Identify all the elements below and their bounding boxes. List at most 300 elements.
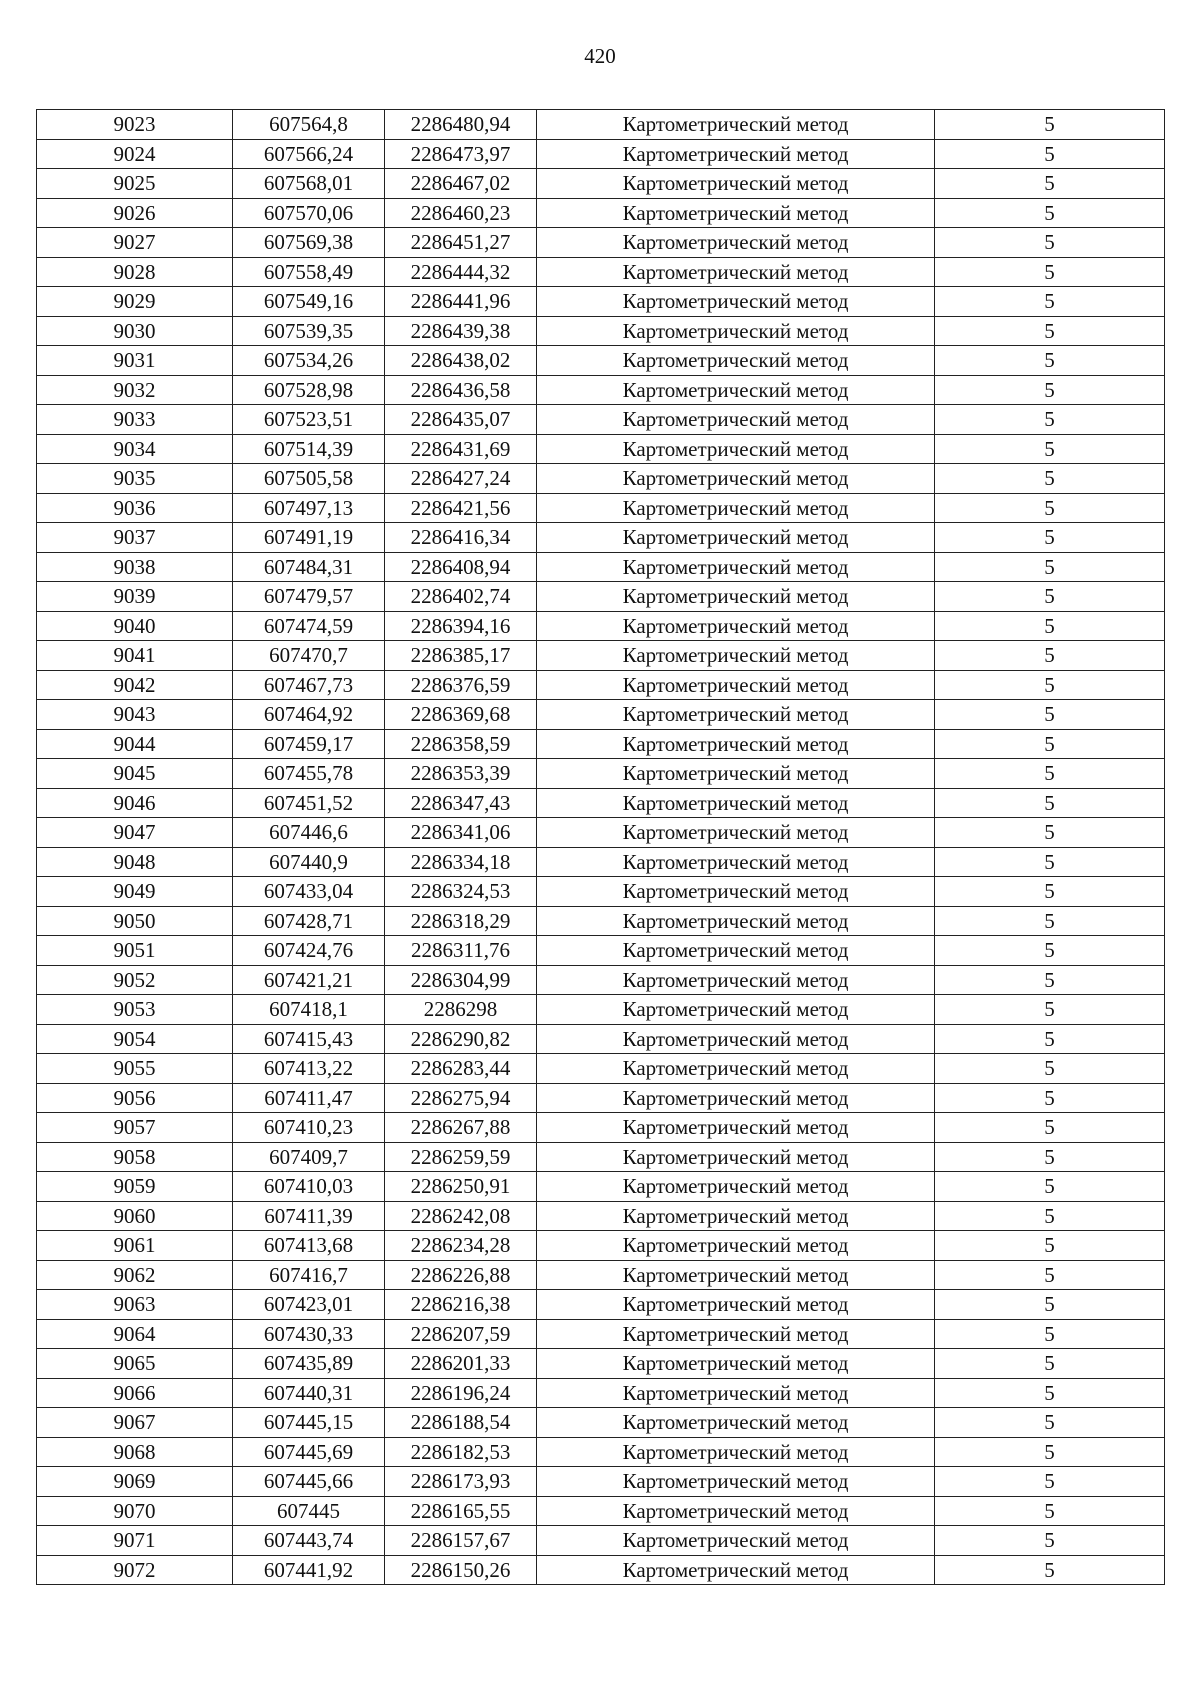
table-row	[37, 169, 1165, 199]
method-cell: Картометрический метод	[537, 198, 935, 228]
table-row	[37, 936, 1165, 966]
x-coordinate-cell: 607443,74	[233, 1526, 385, 1556]
table-row	[37, 995, 1165, 1025]
accuracy-cell: 5	[935, 729, 1165, 759]
method-cell: Картометрический метод	[537, 1526, 935, 1556]
y-coordinate-cell: 2286341,06	[385, 818, 537, 848]
x-coordinate-cell: 607459,17	[233, 729, 385, 759]
y-coordinate-cell: 2286438,02	[385, 346, 537, 376]
x-coordinate-cell: 607564,8	[233, 110, 385, 140]
method-cell: Картометрический метод	[537, 818, 935, 848]
accuracy-cell: 5	[935, 847, 1165, 877]
x-coordinate-cell: 607416,7	[233, 1260, 385, 1290]
table-row	[37, 1408, 1165, 1438]
y-coordinate-cell: 2286324,53	[385, 877, 537, 907]
method-cell: Картометрический метод	[537, 1467, 935, 1497]
accuracy-cell: 5	[935, 818, 1165, 848]
y-coordinate-cell: 2286283,44	[385, 1054, 537, 1084]
accuracy-cell: 5	[935, 1437, 1165, 1467]
method-cell: Картометрический метод	[537, 552, 935, 582]
table-row	[37, 759, 1165, 789]
y-coordinate-cell: 2286259,59	[385, 1142, 537, 1172]
table-row	[37, 670, 1165, 700]
x-coordinate-cell: 607497,13	[233, 493, 385, 523]
x-coordinate-cell: 607445,69	[233, 1437, 385, 1467]
x-coordinate-cell: 607435,89	[233, 1349, 385, 1379]
accuracy-cell: 5	[935, 936, 1165, 966]
y-coordinate-cell: 2286431,69	[385, 434, 537, 464]
y-coordinate-cell: 2286358,59	[385, 729, 537, 759]
y-coordinate-cell: 2286347,43	[385, 788, 537, 818]
table-row	[37, 1113, 1165, 1143]
y-coordinate-cell: 2286427,24	[385, 464, 537, 494]
method-cell: Картометрический метод	[537, 1437, 935, 1467]
y-coordinate-cell: 2286439,38	[385, 316, 537, 346]
y-coordinate-cell: 2286311,76	[385, 936, 537, 966]
table-row	[37, 906, 1165, 936]
method-cell: Картометрический метод	[537, 169, 935, 199]
method-cell: Картометрический метод	[537, 1024, 935, 1054]
y-coordinate-cell: 2286226,88	[385, 1260, 537, 1290]
accuracy-cell: 5	[935, 1260, 1165, 1290]
coordinates-table-body	[37, 110, 1165, 1585]
method-cell: Картометрический метод	[537, 287, 935, 317]
point-number-cell: 9028	[37, 257, 233, 287]
method-cell: Картометрический метод	[537, 936, 935, 966]
x-coordinate-cell: 607410,23	[233, 1113, 385, 1143]
y-coordinate-cell: 2286234,28	[385, 1231, 537, 1261]
method-cell: Картометрический метод	[537, 965, 935, 995]
x-coordinate-cell: 607441,92	[233, 1555, 385, 1585]
method-cell: Картометрический метод	[537, 1319, 935, 1349]
accuracy-cell: 5	[935, 1172, 1165, 1202]
point-number-cell: 9066	[37, 1378, 233, 1408]
table-row	[37, 700, 1165, 730]
x-coordinate-cell: 607421,21	[233, 965, 385, 995]
point-number-cell: 9023	[37, 110, 233, 140]
x-coordinate-cell: 607409,7	[233, 1142, 385, 1172]
point-number-cell: 9031	[37, 346, 233, 376]
point-number-cell: 9038	[37, 552, 233, 582]
point-number-cell: 9060	[37, 1201, 233, 1231]
method-cell: Картометрический метод	[537, 1408, 935, 1438]
y-coordinate-cell: 2286334,18	[385, 847, 537, 877]
table-row	[37, 464, 1165, 494]
point-number-cell: 9044	[37, 729, 233, 759]
point-number-cell: 9039	[37, 582, 233, 612]
table-row	[37, 1349, 1165, 1379]
method-cell: Картометрический метод	[537, 877, 935, 907]
table-row	[37, 1437, 1165, 1467]
method-cell: Картометрический метод	[537, 1231, 935, 1261]
y-coordinate-cell: 2286451,27	[385, 228, 537, 258]
accuracy-cell: 5	[935, 405, 1165, 435]
table-row	[37, 493, 1165, 523]
x-coordinate-cell: 607528,98	[233, 375, 385, 405]
table-row	[37, 316, 1165, 346]
y-coordinate-cell: 2286421,56	[385, 493, 537, 523]
point-number-cell: 9062	[37, 1260, 233, 1290]
table-row	[37, 1496, 1165, 1526]
point-number-cell: 9053	[37, 995, 233, 1025]
table-row	[37, 1201, 1165, 1231]
method-cell: Картометрический метод	[537, 1260, 935, 1290]
x-coordinate-cell: 607570,06	[233, 198, 385, 228]
y-coordinate-cell: 2286441,96	[385, 287, 537, 317]
point-number-cell: 9026	[37, 198, 233, 228]
page-number: 420	[584, 44, 616, 68]
method-cell: Картометрический метод	[537, 1290, 935, 1320]
table-row	[37, 847, 1165, 877]
y-coordinate-cell: 2286402,74	[385, 582, 537, 612]
accuracy-cell: 5	[935, 1024, 1165, 1054]
x-coordinate-cell: 607470,7	[233, 641, 385, 671]
method-cell: Картометрический метод	[537, 1378, 935, 1408]
point-number-cell: 9037	[37, 523, 233, 553]
method-cell: Картометрический метод	[537, 700, 935, 730]
method-cell: Картометрический метод	[537, 257, 935, 287]
y-coordinate-cell: 2286182,53	[385, 1437, 537, 1467]
point-number-cell: 9069	[37, 1467, 233, 1497]
point-number-cell: 9055	[37, 1054, 233, 1084]
point-number-cell: 9058	[37, 1142, 233, 1172]
accuracy-cell: 5	[935, 1496, 1165, 1526]
accuracy-cell: 5	[935, 611, 1165, 641]
x-coordinate-cell: 607474,59	[233, 611, 385, 641]
method-cell: Картометрический метод	[537, 493, 935, 523]
x-coordinate-cell: 607423,01	[233, 1290, 385, 1320]
x-coordinate-cell: 607534,26	[233, 346, 385, 376]
method-cell: Картометрический метод	[537, 611, 935, 641]
point-number-cell: 9061	[37, 1231, 233, 1261]
y-coordinate-cell: 2286394,16	[385, 611, 537, 641]
y-coordinate-cell: 2286216,38	[385, 1290, 537, 1320]
table-row	[37, 788, 1165, 818]
table-row	[37, 965, 1165, 995]
method-cell: Картометрический метод	[537, 1496, 935, 1526]
table-row	[37, 434, 1165, 464]
method-cell: Картометрический метод	[537, 228, 935, 258]
table-row	[37, 139, 1165, 169]
x-coordinate-cell: 607413,68	[233, 1231, 385, 1261]
point-number-cell: 9047	[37, 818, 233, 848]
y-coordinate-cell: 2286318,29	[385, 906, 537, 936]
table-row	[37, 1378, 1165, 1408]
x-coordinate-cell: 607568,01	[233, 169, 385, 199]
x-coordinate-cell: 607445,66	[233, 1467, 385, 1497]
table-row	[37, 523, 1165, 553]
y-coordinate-cell: 2286435,07	[385, 405, 537, 435]
method-cell: Картометрический метод	[537, 464, 935, 494]
point-number-cell: 9029	[37, 287, 233, 317]
x-coordinate-cell: 607514,39	[233, 434, 385, 464]
table-row	[37, 611, 1165, 641]
method-cell: Картометрический метод	[537, 139, 935, 169]
accuracy-cell: 5	[935, 1349, 1165, 1379]
method-cell: Картометрический метод	[537, 1349, 935, 1379]
point-number-cell: 9036	[37, 493, 233, 523]
x-coordinate-cell: 607484,31	[233, 552, 385, 582]
point-number-cell: 9064	[37, 1319, 233, 1349]
point-number-cell: 9054	[37, 1024, 233, 1054]
y-coordinate-cell: 2286473,97	[385, 139, 537, 169]
method-cell: Картометрический метод	[537, 641, 935, 671]
x-coordinate-cell: 607539,35	[233, 316, 385, 346]
y-coordinate-cell: 2286290,82	[385, 1024, 537, 1054]
table-row	[37, 1142, 1165, 1172]
y-coordinate-cell: 2286444,32	[385, 257, 537, 287]
point-number-cell: 9042	[37, 670, 233, 700]
y-coordinate-cell: 2286207,59	[385, 1319, 537, 1349]
table-row	[37, 1172, 1165, 1202]
x-coordinate-cell: 607451,52	[233, 788, 385, 818]
accuracy-cell: 5	[935, 1113, 1165, 1143]
x-coordinate-cell: 607445	[233, 1496, 385, 1526]
accuracy-cell: 5	[935, 1378, 1165, 1408]
accuracy-cell: 5	[935, 1231, 1165, 1261]
table-row	[37, 228, 1165, 258]
x-coordinate-cell: 607445,15	[233, 1408, 385, 1438]
point-number-cell: 9070	[37, 1496, 233, 1526]
x-coordinate-cell: 607549,16	[233, 287, 385, 317]
method-cell: Картометрический метод	[537, 110, 935, 140]
method-cell: Картометрический метод	[537, 1142, 935, 1172]
y-coordinate-cell: 2286416,34	[385, 523, 537, 553]
accuracy-cell: 5	[935, 434, 1165, 464]
method-cell: Картометрический метод	[537, 670, 935, 700]
method-cell: Картометрический метод	[537, 375, 935, 405]
x-coordinate-cell: 607440,9	[233, 847, 385, 877]
accuracy-cell: 5	[935, 257, 1165, 287]
x-coordinate-cell: 607505,58	[233, 464, 385, 494]
y-coordinate-cell: 2286201,33	[385, 1349, 537, 1379]
accuracy-cell: 5	[935, 906, 1165, 936]
accuracy-cell: 5	[935, 1467, 1165, 1497]
method-cell: Картометрический метод	[537, 582, 935, 612]
accuracy-cell: 5	[935, 198, 1165, 228]
point-number-cell: 9048	[37, 847, 233, 877]
point-number-cell: 9024	[37, 139, 233, 169]
table-row	[37, 405, 1165, 435]
method-cell: Картометрический метод	[537, 1172, 935, 1202]
y-coordinate-cell: 2286242,08	[385, 1201, 537, 1231]
accuracy-cell: 5	[935, 700, 1165, 730]
table-row	[37, 641, 1165, 671]
table-row	[37, 375, 1165, 405]
x-coordinate-cell: 607523,51	[233, 405, 385, 435]
accuracy-cell: 5	[935, 523, 1165, 553]
method-cell: Картометрический метод	[537, 847, 935, 877]
point-number-cell: 9046	[37, 788, 233, 818]
method-cell: Картометрический метод	[537, 1083, 935, 1113]
accuracy-cell: 5	[935, 169, 1165, 199]
accuracy-cell: 5	[935, 670, 1165, 700]
table-row	[37, 877, 1165, 907]
method-cell: Картометрический метод	[537, 906, 935, 936]
table-row	[37, 1290, 1165, 1320]
accuracy-cell: 5	[935, 110, 1165, 140]
x-coordinate-cell: 607558,49	[233, 257, 385, 287]
accuracy-cell: 5	[935, 995, 1165, 1025]
accuracy-cell: 5	[935, 1142, 1165, 1172]
y-coordinate-cell: 2286436,58	[385, 375, 537, 405]
table-row	[37, 1260, 1165, 1290]
point-number-cell: 9050	[37, 906, 233, 936]
point-number-cell: 9071	[37, 1526, 233, 1556]
point-number-cell: 9043	[37, 700, 233, 730]
point-number-cell: 9063	[37, 1290, 233, 1320]
method-cell: Картометрический метод	[537, 1555, 935, 1585]
y-coordinate-cell: 2286408,94	[385, 552, 537, 582]
accuracy-cell: 5	[935, 1201, 1165, 1231]
accuracy-cell: 5	[935, 346, 1165, 376]
method-cell: Картометрический метод	[537, 346, 935, 376]
method-cell: Картометрический метод	[537, 1054, 935, 1084]
accuracy-cell: 5	[935, 965, 1165, 995]
x-coordinate-cell: 607446,6	[233, 818, 385, 848]
method-cell: Картометрический метод	[537, 1113, 935, 1143]
x-coordinate-cell: 607566,24	[233, 139, 385, 169]
point-number-cell: 9033	[37, 405, 233, 435]
y-coordinate-cell: 2286157,67	[385, 1526, 537, 1556]
point-number-cell: 9072	[37, 1555, 233, 1585]
y-coordinate-cell: 2286467,02	[385, 169, 537, 199]
point-number-cell: 9065	[37, 1349, 233, 1379]
accuracy-cell: 5	[935, 1555, 1165, 1585]
table-row	[37, 552, 1165, 582]
method-cell: Картометрический метод	[537, 729, 935, 759]
point-number-cell: 9052	[37, 965, 233, 995]
y-coordinate-cell: 2286275,94	[385, 1083, 537, 1113]
point-number-cell: 9068	[37, 1437, 233, 1467]
point-number-cell: 9067	[37, 1408, 233, 1438]
table-row	[37, 287, 1165, 317]
method-cell: Картометрический метод	[537, 1201, 935, 1231]
x-coordinate-cell: 607433,04	[233, 877, 385, 907]
table-row	[37, 198, 1165, 228]
point-number-cell: 9051	[37, 936, 233, 966]
x-coordinate-cell: 607479,57	[233, 582, 385, 612]
x-coordinate-cell: 607410,03	[233, 1172, 385, 1202]
point-number-cell: 9035	[37, 464, 233, 494]
table-row	[37, 1083, 1165, 1113]
x-coordinate-cell: 607569,38	[233, 228, 385, 258]
method-cell: Картометрический метод	[537, 523, 935, 553]
accuracy-cell: 5	[935, 1526, 1165, 1556]
x-coordinate-cell: 607464,92	[233, 700, 385, 730]
table-row	[37, 582, 1165, 612]
accuracy-cell: 5	[935, 1054, 1165, 1084]
table-row	[37, 1231, 1165, 1261]
accuracy-cell: 5	[935, 287, 1165, 317]
accuracy-cell: 5	[935, 375, 1165, 405]
table-row	[37, 1054, 1165, 1084]
accuracy-cell: 5	[935, 464, 1165, 494]
y-coordinate-cell: 2286298	[385, 995, 537, 1025]
coordinates-table	[36, 109, 1165, 1585]
accuracy-cell: 5	[935, 228, 1165, 258]
y-coordinate-cell: 2286173,93	[385, 1467, 537, 1497]
x-coordinate-cell: 607411,47	[233, 1083, 385, 1113]
point-number-cell: 9040	[37, 611, 233, 641]
table-row	[37, 1526, 1165, 1556]
method-cell: Картометрический метод	[537, 316, 935, 346]
point-number-cell: 9027	[37, 228, 233, 258]
accuracy-cell: 5	[935, 1083, 1165, 1113]
accuracy-cell: 5	[935, 493, 1165, 523]
x-coordinate-cell: 607491,19	[233, 523, 385, 553]
y-coordinate-cell: 2286385,17	[385, 641, 537, 671]
accuracy-cell: 5	[935, 552, 1165, 582]
accuracy-cell: 5	[935, 877, 1165, 907]
method-cell: Картометрический метод	[537, 759, 935, 789]
method-cell: Картометрический метод	[537, 995, 935, 1025]
y-coordinate-cell: 2286150,26	[385, 1555, 537, 1585]
accuracy-cell: 5	[935, 139, 1165, 169]
y-coordinate-cell: 2286304,99	[385, 965, 537, 995]
table-row	[37, 1555, 1165, 1585]
table-row	[37, 1319, 1165, 1349]
point-number-cell: 9049	[37, 877, 233, 907]
table-row	[37, 346, 1165, 376]
accuracy-cell: 5	[935, 788, 1165, 818]
point-number-cell: 9057	[37, 1113, 233, 1143]
y-coordinate-cell: 2286353,39	[385, 759, 537, 789]
y-coordinate-cell: 2286250,91	[385, 1172, 537, 1202]
point-number-cell: 9032	[37, 375, 233, 405]
point-number-cell: 9041	[37, 641, 233, 671]
point-number-cell: 9059	[37, 1172, 233, 1202]
x-coordinate-cell: 607415,43	[233, 1024, 385, 1054]
x-coordinate-cell: 607455,78	[233, 759, 385, 789]
accuracy-cell: 5	[935, 316, 1165, 346]
y-coordinate-cell: 2286460,23	[385, 198, 537, 228]
accuracy-cell: 5	[935, 1408, 1165, 1438]
x-coordinate-cell: 607430,33	[233, 1319, 385, 1349]
x-coordinate-cell: 607411,39	[233, 1201, 385, 1231]
accuracy-cell: 5	[935, 1319, 1165, 1349]
table-row	[37, 1024, 1165, 1054]
method-cell: Картометрический метод	[537, 434, 935, 464]
x-coordinate-cell: 607424,76	[233, 936, 385, 966]
y-coordinate-cell: 2286196,24	[385, 1378, 537, 1408]
accuracy-cell: 5	[935, 1290, 1165, 1320]
accuracy-cell: 5	[935, 582, 1165, 612]
x-coordinate-cell: 607413,22	[233, 1054, 385, 1084]
y-coordinate-cell: 2286165,55	[385, 1496, 537, 1526]
x-coordinate-cell: 607418,1	[233, 995, 385, 1025]
table-row	[37, 257, 1165, 287]
point-number-cell: 9056	[37, 1083, 233, 1113]
point-number-cell: 9025	[37, 169, 233, 199]
table-row	[37, 729, 1165, 759]
point-number-cell: 9045	[37, 759, 233, 789]
accuracy-cell: 5	[935, 759, 1165, 789]
table-row	[37, 1467, 1165, 1497]
y-coordinate-cell: 2286480,94	[385, 110, 537, 140]
table-row	[37, 110, 1165, 140]
x-coordinate-cell: 607440,31	[233, 1378, 385, 1408]
method-cell: Картометрический метод	[537, 405, 935, 435]
accuracy-cell: 5	[935, 641, 1165, 671]
y-coordinate-cell: 2286188,54	[385, 1408, 537, 1438]
table-row	[37, 818, 1165, 848]
x-coordinate-cell: 607428,71	[233, 906, 385, 936]
x-coordinate-cell: 607467,73	[233, 670, 385, 700]
method-cell: Картометрический метод	[537, 788, 935, 818]
point-number-cell: 9030	[37, 316, 233, 346]
y-coordinate-cell: 2286376,59	[385, 670, 537, 700]
